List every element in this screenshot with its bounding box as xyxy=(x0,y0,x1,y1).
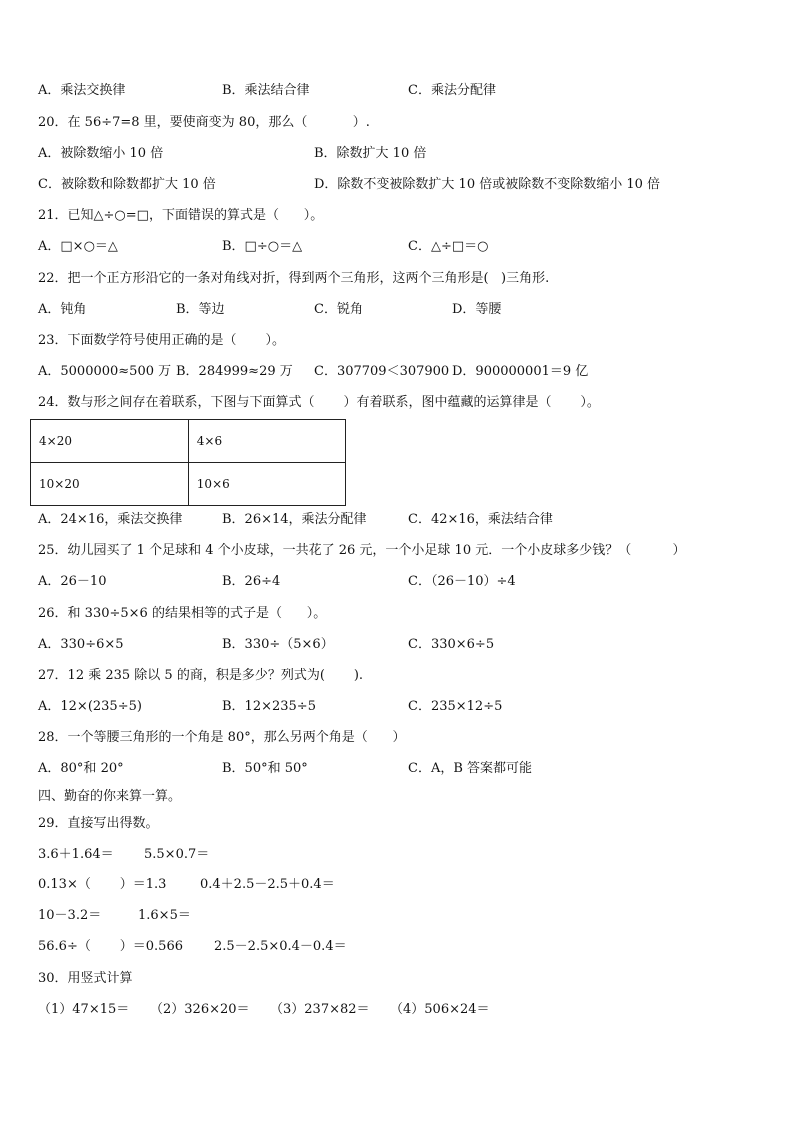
q30-item-4: （4）506×24＝ xyxy=(390,1002,490,1017)
q24-option-a: A．24×16，乘法交换律 xyxy=(38,512,183,527)
table-cell: 10×20 xyxy=(31,463,189,506)
q22-question: 22．把一个正方形沿它的一条对角线对折，得到两个三角形，这两个三角形是( )三角形. xyxy=(38,271,550,286)
table-row xyxy=(31,463,346,506)
q23-option-a: A．5000000≈500 万 xyxy=(38,364,172,379)
q19-option-c: C．乘法分配律 xyxy=(408,83,496,98)
q29-item-4: 0.4＋2.5－2.5＋0.4＝ xyxy=(200,877,335,892)
q28-question: 28．一个等腰三角形的一个角是 80°，那么另两个角是（ ） xyxy=(38,730,406,745)
q28-option-a: A．80°和 20° xyxy=(38,761,124,776)
q24-option-b: B．26×14，乘法分配律 xyxy=(222,512,367,527)
q30-question: 30．用竖式计算 xyxy=(38,971,133,986)
q22-option-d: D．等腰 xyxy=(452,302,502,317)
q22-option-c: C．锐角 xyxy=(314,302,363,317)
q26-option-a: A．330÷6×5 xyxy=(38,637,124,652)
q27-option-b: B．12×235÷5 xyxy=(222,699,316,714)
q20-question: 20．在 56÷7=8 里，要使商变为 80，那么（ ）. xyxy=(38,115,370,130)
q20-option-b: B．除数扩大 10 倍 xyxy=(314,146,427,161)
q27-option-a: A．12×(235÷5) xyxy=(38,699,142,714)
q28-option-b: B．50°和 50° xyxy=(222,761,308,776)
q22-option-a: A．钝角 xyxy=(38,302,87,317)
q30-item-1: （1）47×15＝ xyxy=(38,1002,130,1017)
q21-option-c: C．△÷□＝○ xyxy=(408,239,489,254)
table-cell: 4×6 xyxy=(188,420,345,463)
q20-option-a: A．被除数缩小 10 倍 xyxy=(38,146,164,161)
q27-option-c: C．235×12÷5 xyxy=(408,699,503,714)
q25-option-b: B．26÷4 xyxy=(222,574,281,589)
q27-question: 27．12 乘 235 除以 5 的商，积是多少？列式为( ). xyxy=(38,668,364,683)
q25-question: 25．幼儿园买了 1 个足球和 4 个小皮球，一共花了 26 元，一个小足球 10 元．一个小皮球多少钱？（ ） xyxy=(38,543,686,558)
q26-option-b: B．330÷（5×6） xyxy=(222,637,334,652)
q21-option-a: A．□×○＝△ xyxy=(38,239,118,254)
q19-option-a: A．乘法交换律 xyxy=(38,83,126,98)
q30-item-2: （2）326×20＝ xyxy=(150,1002,250,1017)
q28-option-c: C．A，B 答案都可能 xyxy=(408,761,533,776)
table-cell: 4×20 xyxy=(31,420,189,463)
q30-item-3: （3）237×82＝ xyxy=(270,1002,370,1017)
q25-option-a: A．26－10 xyxy=(38,574,107,589)
table-row xyxy=(31,420,346,463)
q29-item-7: 56.6÷（ ）＝0.566 xyxy=(38,939,183,954)
q21-option-b: B．□÷○＝△ xyxy=(222,239,303,254)
q29-item-5: 10－3.2＝ xyxy=(38,908,102,923)
q24-question: 24．数与形之间存在着联系，下图与下面算式（ ）有着联系，图中蕴藏的运算律是（ ）。 xyxy=(38,395,600,410)
q24-figure-table xyxy=(30,419,346,506)
q23-option-d: D．900000001＝9 亿 xyxy=(452,364,589,379)
q23-option-b: B．284999≈29 万 xyxy=(176,364,293,379)
q22-option-b: B．等边 xyxy=(176,302,225,317)
q29-question: 29．直接写出得数。 xyxy=(38,816,159,831)
q25-option-c: C．（26－10）÷4 xyxy=(408,574,516,589)
q19-option-b: B．乘法结合律 xyxy=(222,83,310,98)
q29-item-6: 1.6×5＝ xyxy=(138,908,191,923)
q26-option-c: C．330×6÷5 xyxy=(408,637,495,652)
q20-option-d: D．除数不变被除数扩大 10 倍或被除数不变除数缩小 10 倍 xyxy=(314,177,661,192)
q29-item-2: 5.5×0.7＝ xyxy=(144,847,210,862)
q21-question: 21．已知△÷○=□，下面错误的算式是（ ）。 xyxy=(38,208,324,223)
q26-question: 26．和 330÷5×6 的结果相等的式子是（ ）。 xyxy=(38,606,327,621)
table-cell: 10×6 xyxy=(188,463,345,506)
q29-item-1: 3.6＋1.64＝ xyxy=(38,847,114,862)
q23-question: 23．下面数学符号使用正确的是（ ）。 xyxy=(38,333,285,348)
q29-item-8: 2.5－2.5×0.4－0.4＝ xyxy=(214,939,347,954)
q29-item-3: 0.13×（ ）＝1.3 xyxy=(38,877,167,892)
q23-option-c: C．307709＜307900 xyxy=(314,364,450,379)
q20-option-c: C．被除数和除数都扩大 10 倍 xyxy=(38,177,216,192)
section-four-heading: 四、勤奋的你来算一算。 xyxy=(38,789,182,804)
q24-option-c: C．42×16，乘法结合律 xyxy=(408,512,553,527)
